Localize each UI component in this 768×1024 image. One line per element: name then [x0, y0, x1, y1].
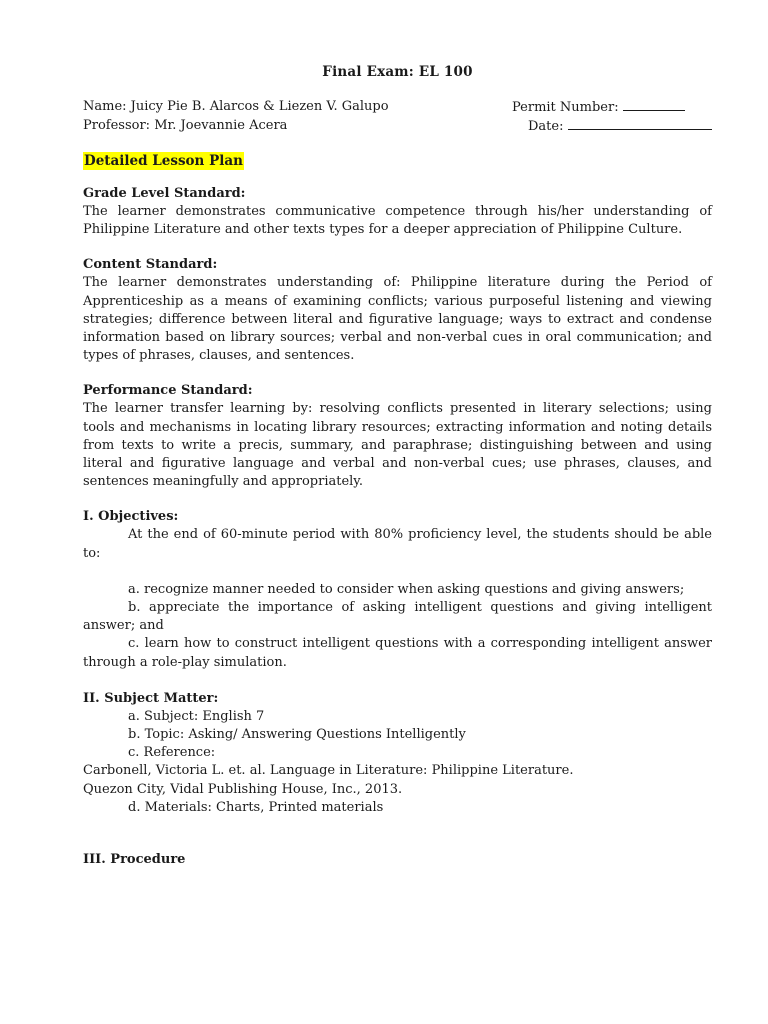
reference-line-1: Carbonell, Victoria L. et. al. Language in Literature: Philippine Literature. — [83, 763, 574, 779]
lesson-plan-heading: Detailed Lesson Plan — [84, 153, 243, 169]
spacer — [83, 817, 712, 851]
student-names: Name: Juicy Pie B. Alarcos & Liezen V. Galupo — [83, 99, 389, 114]
permit-number-label: Permit Number: — [512, 100, 619, 115]
exam-title: Final Exam: EL 100 — [322, 64, 473, 80]
date-label: Date: — [528, 119, 564, 134]
objective-item-b: b. appreciate the importance of asking intelligent questions and giving intelligent answer; and — [83, 600, 712, 634]
objective-item-c: c. learn how to construct intelligent questions with a corresponding intelligent answer through a role-play simulation. — [83, 636, 712, 670]
spacer — [83, 563, 712, 581]
meta-row-professor — [83, 117, 712, 136]
grade-level-heading: Grade Level Standard: — [83, 186, 246, 201]
reference-label: c. Reference: — [128, 745, 216, 761]
objectives-heading: I. Objectives: — [83, 509, 179, 525]
date-blank — [568, 117, 712, 130]
document-page — [83, 64, 712, 869]
content-standard-heading: Content Standard: — [83, 257, 218, 273]
subject-matter-heading: II. Subject Matter: — [83, 690, 219, 706]
permit-number — [512, 98, 712, 117]
meta-row-name — [83, 98, 712, 117]
objective-item-a: a. recognize manner needed to consider when asking questions and giving answers; — [128, 581, 685, 597]
reference-line-2: Quezon City, Vidal Publishing House, Inc., 2013. — [83, 781, 403, 797]
procedure-heading: III. Procedure — [83, 852, 186, 868]
spacer — [83, 672, 712, 690]
professor-name: Professor: Mr. Joevannie Acera — [83, 118, 288, 133]
topic-item: b. Topic: Asking/ Answering Questions Intelligently — [128, 727, 466, 743]
materials-item: d. Materials: Charts, Printed materials — [128, 799, 384, 815]
performance-standard-heading: Performance Standard: — [83, 383, 253, 399]
objectives-intro: At the end of 60-minute period with 80% proficiency level, the students should be able to: — [83, 527, 712, 561]
content-standard-text: The learner demonstrates understanding of: Philippine literature during the Period of Apprenticeship as a means of examining conflicts; various purposeful listening and viewing strategies; difference between literal and figurative language; ways to extract and condense information based on library sources; verbal and non-verbal cues in oral communication; and types of phrases, clauses, and sentences. — [83, 275, 712, 364]
date-field — [512, 117, 712, 136]
permit-number-blank — [623, 98, 685, 111]
performance-standard-text: The learner transfer learning by: resolving conflicts presented in literary selections; using tools and mechanisms in locating library resources; extracting information and noting details from texts to write a precis, summary, and paraphrase; distinguishing between and using literal and figurative language and verbal and non-verbal cues; use phrases, clauses, and sentences meaningfully and appropriately. — [83, 401, 712, 490]
subject-item: a. Subject: English 7 — [128, 708, 265, 724]
grade-level-text: The learner demonstrates communicative competence through his/her understanding of Philippine Literature and other texts types for a deeper appreciation of Philippine Culture. — [83, 204, 712, 238]
